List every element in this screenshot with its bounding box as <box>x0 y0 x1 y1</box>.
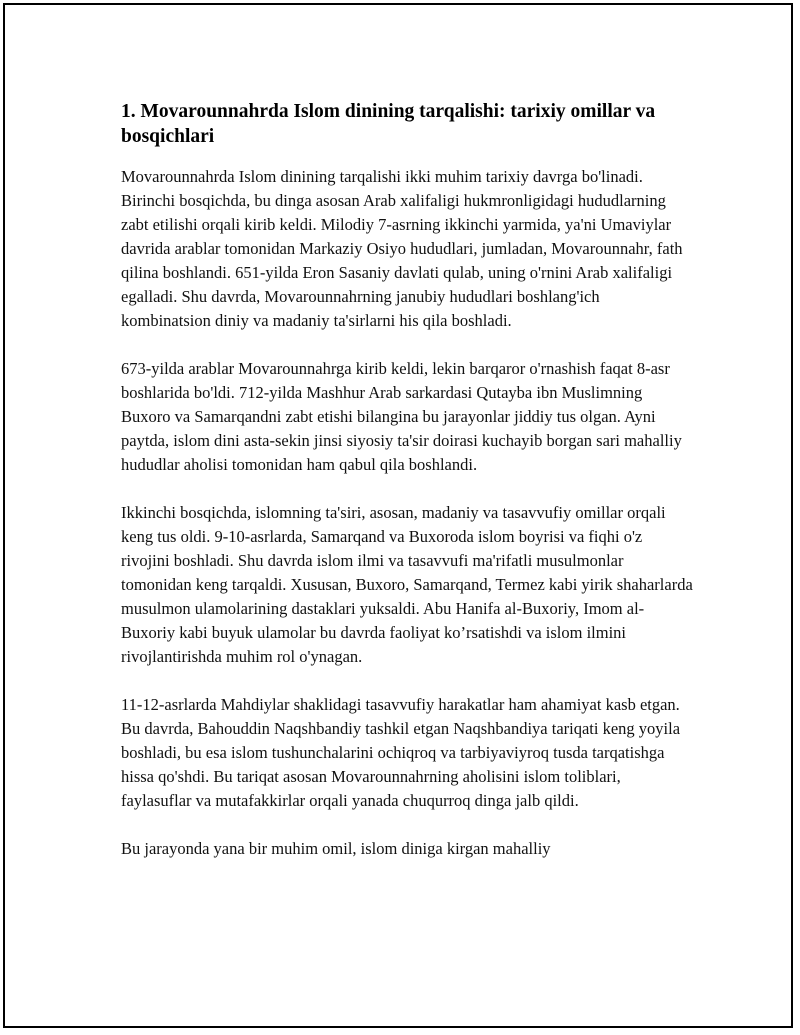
page-frame <box>3 3 793 1028</box>
paragraph-3: Ikkinchi bosqichda, islomning ta'siri, asosan, madaniy va tasavvufiy omillar orqali keng tus oldi. 9-10-asrlarda, Samarqand va Buxoroda islom boyrisi va fiqhi o'z rivojini boshladi. Shu davrda islom ilmi va tasavvufi ma'rifatli musulmonlar tomonidan keng tarqaldi. Xususan, Buxoro, Samarqand, Termez kabi yirik shaharlarda musulmon ulamolarining dastaklari yuksaldi. Abu Hanifa al-Buxoriy, Imom al-Buxoriy kabi buyuk ulamolar bu davrda faoliyat ko’rsatishdi va islom ilmini rivojlantirishda muhim rol o'ynagan. <box>121 503 693 666</box>
paragraph-5: Bu jarayonda yana bir muhim omil, islom diniga kirgan mahalliy <box>121 839 551 858</box>
document-body <box>121 99 693 885</box>
paragraph-4: 11-12-asrlarda Mahdiylar shaklidagi tasavvufiy harakatlar ham ahamiyat kasb etgan. Bu davrda, Bahouddin Naqshbandiy tashkil etgan Naqshbandiya tariqati keng yoyila boshladi, bu esa islom tushunchalarini ochiqroq va tarbiyaviyroq tusda tarqatishga hissa qo'shdi. Bu tariqat asosan Movarounnahrning aholisini islom toliblari, faylasuflar va mutafakkirlar orqali yanada chuqurroq dinga jalb qildi. <box>121 695 681 810</box>
section-heading: 1. Movarounnahrda Islom dinining tarqalishi: tarixiy omillar va bosqichlari <box>121 101 656 147</box>
paragraph-1: Movarounnahrda Islom dinining tarqalishi ikki muhim tarixiy davrga bo'linadi. Birinchi bosqichda, bu dinga asosan Arab xalifaligi hukmronligidagi hududlarning zabt etilishi orqali kirib keldi. Milodiy 7-asrning ikkinchi yarmida, ya'ni Umaviylar davrida arablar tomonidan Markaziy Osiyo hududlari, jumladan, Movarounnahr, fath qilina boshlandi. 651-yilda Eron Sasaniy davlati qulab, uning o'rnini Arab xalifaligi egalladi. Shu davrda, Movarounnahrning janubiy hududlari boshlang'ich kombinatsion diniy va madaniy ta'sirlarni his qila boshladi. <box>121 167 683 330</box>
paragraph-2: 673-yilda arablar Movarounnahrga kirib keldi, lekin barqaror o'rnashish faqat 8-asr boshlarida bo'ldi. 712-yilda Mashhur Arab sarkardasi Qutayba ibn Muslimning Buxoro va Samarqandni zabt etishi bilangina bu jarayonlar jiddiy tus olgan. Ayni paytda, islom dini asta-sekin jinsi siyosiy ta'sir doirasi kuchayib borgan sari mahalliy hududlar aholisi tomonidan ham qabul qila boshlandi. <box>121 359 682 474</box>
